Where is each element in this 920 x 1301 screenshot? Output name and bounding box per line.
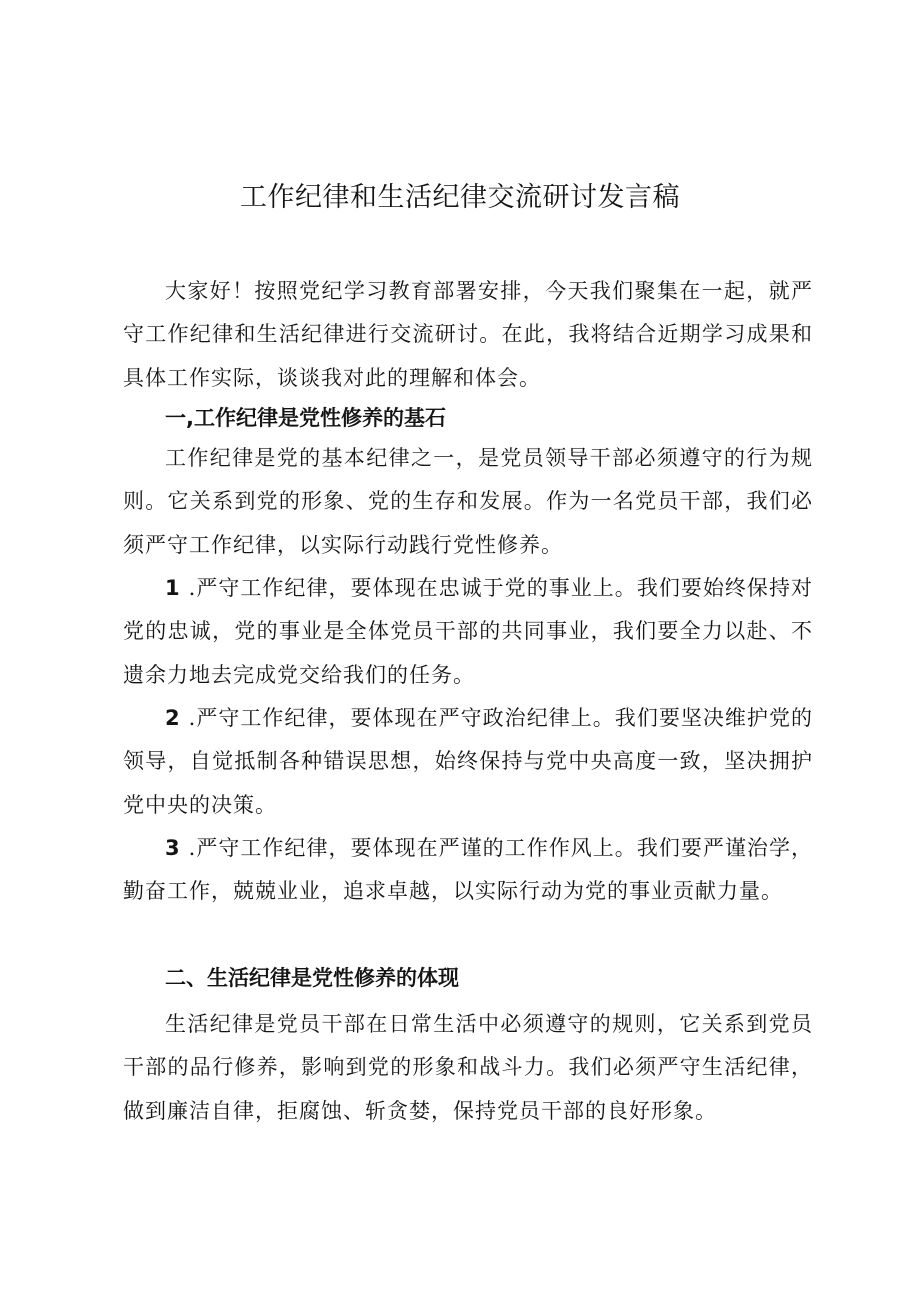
section-heading-life-discipline: 二、生活纪律是党性修养的体现 bbox=[165, 966, 459, 990]
numbered-item-3 bbox=[123, 827, 813, 914]
item-text: .严守工作纪律，要体现在忠诚于党的事业上。我们要始终保持对党的忠诚，党的事业是全体党员干部的共同事业，我们要全力以赴、不遗余力地去完成党交给我们的任务。 bbox=[123, 576, 813, 687]
item-text: .严守工作纪律，要体现在严守政治纪律上。我们要坚决维护党的领导，自觉抵制各种错误思想，始终保持与党中央高度一致，坚决拥护党中央的决策。 bbox=[123, 706, 813, 817]
item-text: .严守工作纪律，要体现在严谨的工作作风上。我们要严谨治学，勤奋工作，兢兢业业，追求卓越，以实际行动为党的事业贡献力量。 bbox=[123, 836, 813, 904]
numbered-item-1 bbox=[123, 567, 813, 697]
numbered-item-2 bbox=[123, 697, 813, 827]
section-body-life-discipline: 生活纪律是党员干部在日常生活中必须遵守的规则，它关系到党员干部的品行修养，影响到党的形象和战斗力。我们必须严守生活纪律，做到廉洁自律，拒腐蚀、斩贪婪，保持党员干部的良好形象。 bbox=[123, 1012, 813, 1123]
item-number: 2 bbox=[165, 706, 181, 730]
section-heading-work-discipline: 一,工作纪律是党性修养的基石 bbox=[165, 406, 446, 430]
item-number: 1 bbox=[165, 576, 181, 600]
item-number: 3 bbox=[165, 836, 181, 860]
intro-paragraph: 大家好！按照党纪学习教育部署安排，今天我们聚集在一起，就严守工作纪律和生活纪律进行交流研讨。在此，我将结合近期学习成果和具体工作实际，谈谈我对此的理解和体会。 bbox=[123, 279, 813, 390]
document-title: 工作纪律和生活纪律交流研讨发言稿 bbox=[240, 182, 680, 213]
section-body-work-discipline: 工作纪律是党的基本纪律之一，是党员领导干部必须遵守的行为规则。它关系到党的形象、党的生存和发展。作为一名党员干部，我们必须严守工作纪律，以实际行动践行党性修养。 bbox=[123, 446, 813, 557]
